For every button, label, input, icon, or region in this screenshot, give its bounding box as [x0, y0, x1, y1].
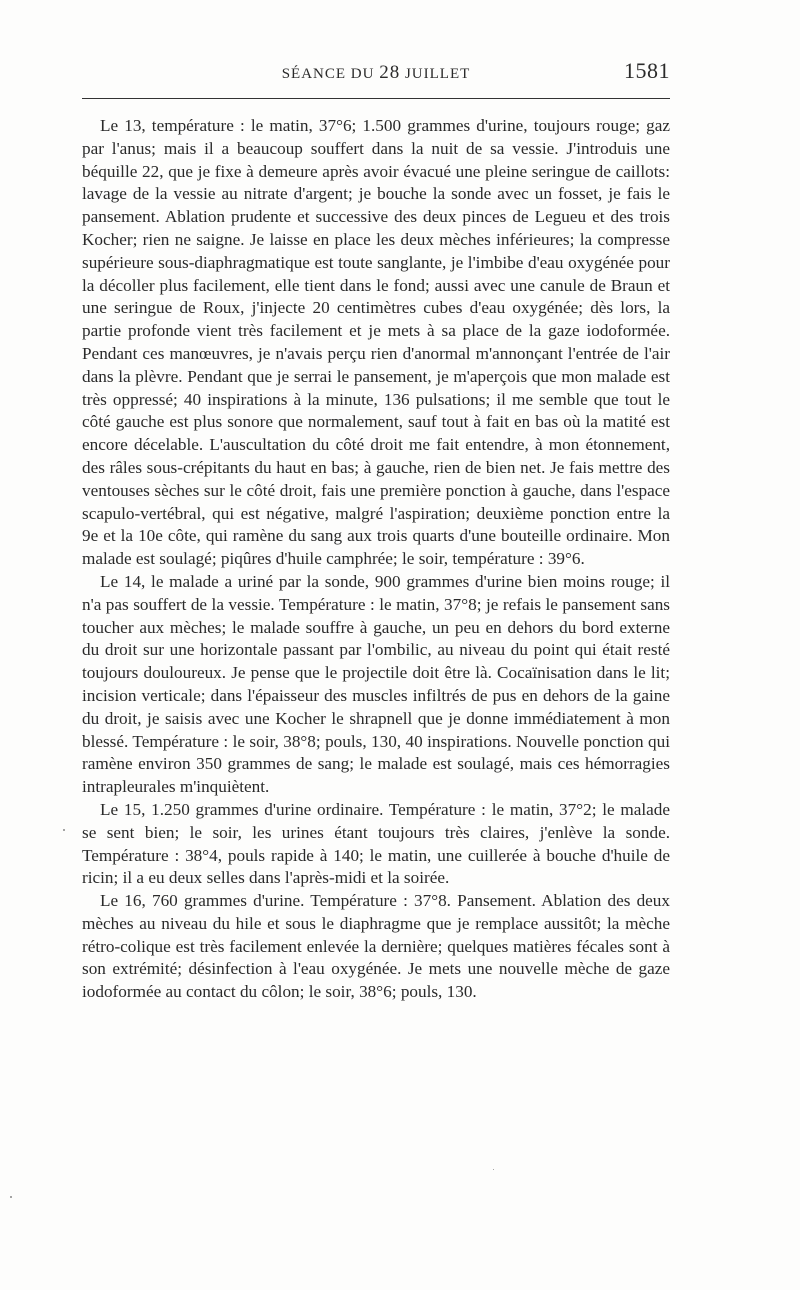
- paragraph-le-15: Le 15, 1.250 grammes d'urine ordinaire. Température : le matin, 37°2; le malade se sent bien; le soir, les urines étant toujours très claires, j'enlève la sonde. Température : 38°4, pouls rapide à 140; le matin, une cuillerée à bouche d'huile de ricin; il a eu deux selles dans l'après-midi et la soirée.: [82, 799, 670, 888]
- running-title-month: JUILLET: [404, 66, 471, 82]
- paragraph-le-13: Le 13, température : le matin, 37°6; 1.500 grammes d'urine, toujours rouge; gaz par l'anus; mais il a beaucoup souffert dans la nuit de sa vessie. J'introduis une béquille 22, que je fixe à demeure après avoir évacué une pleine seringue de caillots: lavage de la vessie au nitrate d'argent; je bouche la sonde avec un fosset, je fais le pansement. Ablation prudente et successive des deux pinces de Legueu et des trois Kocher; rien ne saigne. Je laisse en place les deux mèches inférieures; la compresse supérieure sous-diaphragmatique est toute sanglante, je l'imbibe d'eau oxygénée pour la décoller plus facilement, elle tient dans le fond; aussi avec une canule de Braun et une seringue de Roux, j'injecte 20 centimètres cubes d'eau oxygénée; dès lors, la partie profonde vient très facilement et je mets à sa place de la gaze iodoformée. Pendant ces manœuvres, je n'avais perçu rien d'anormal m'annonçant l'entrée de l'air dans la plèvre. Pendant que je serrai le pansement, je m'aperçois que mon malade est très oppressé; 40 inspirations à la minute, 136 pulsations; il me semble que tout le côté gauche est plus sonore que normalement, sauf tout à fait en bas où la matité est encore décelable. L'auscultation du côté droit me fait entendre, à mon étonnement, des râles sous-crépitants du haut en bas; à gauche, rien de bien net. Je fais mettre des ventouses sèches sur le côté droit, fais une première ponction à gauche, dans l'espace scapulo-vertébral, qui est négative, malgré l'aspiration; deuxième ponction entre la 9e et la 10e côte, qui ramène du sang aux trois quarts d'une bouteille ordinaire. Mon malade est soulagé; piqûres d'huile camphrée; le soir, température : 39°6.: [82, 116, 670, 569]
- page-number: 1581: [624, 58, 670, 83]
- running-title-prefix: SÉANCE DU: [281, 66, 375, 82]
- paper-speck: [493, 1169, 494, 1170]
- body-text: [82, 115, 670, 1004]
- paper-speck: [10, 1196, 12, 1198]
- paragraph-le-14: Le 14, le malade a uriné par la sonde, 900 grammes d'urine bien moins rouge; il n'a pas souffert de la vessie. Température : le matin, 37°8; je refais le pansement sans toucher aux mèches; le malade souffre à gauche, un peu en dehors du bord externe du droit sur une horizontale passant par l'ombilic, au niveau du point qui était resté toujours douloureux. Je pense que le projectile doit être là. Cocaïnisation dans le lit; incision verticale; dans l'épaisseur des muscles infiltrés de pus en dehors de la gaine du droit, je saisis avec une Kocher le shrapnell que je donne immédiatement à mon blessé. Température : le soir, 38°8; pouls, 130, 40 inspirations. Nouvelle ponction qui ramène environ 350 grammes de sang; le malade est soulagé, mais ces hémorragies intrapleurales m'inquiètent.: [82, 571, 670, 797]
- paper-speck: [63, 829, 65, 831]
- running-title: [82, 62, 670, 84]
- running-head: [82, 58, 670, 88]
- header-rule: [82, 98, 670, 99]
- running-title-date: 28: [379, 62, 401, 83]
- paragraph-le-16: Le 16, 760 grammes d'urine. Température : 37°8. Pansement. Ablation des deux mèches au niveau du hile et sous le diaphragme que je remplace aussitôt; la mèche rétro-colique est très facilement enlevée la dernière; quelques matières fécales sont à son extrémité; désinfection à l'eau oxygénée. Je mets une nouvelle mèche de gaze iodoformée au contact du côlon; le soir, 38°6; pouls, 130.: [82, 891, 670, 1002]
